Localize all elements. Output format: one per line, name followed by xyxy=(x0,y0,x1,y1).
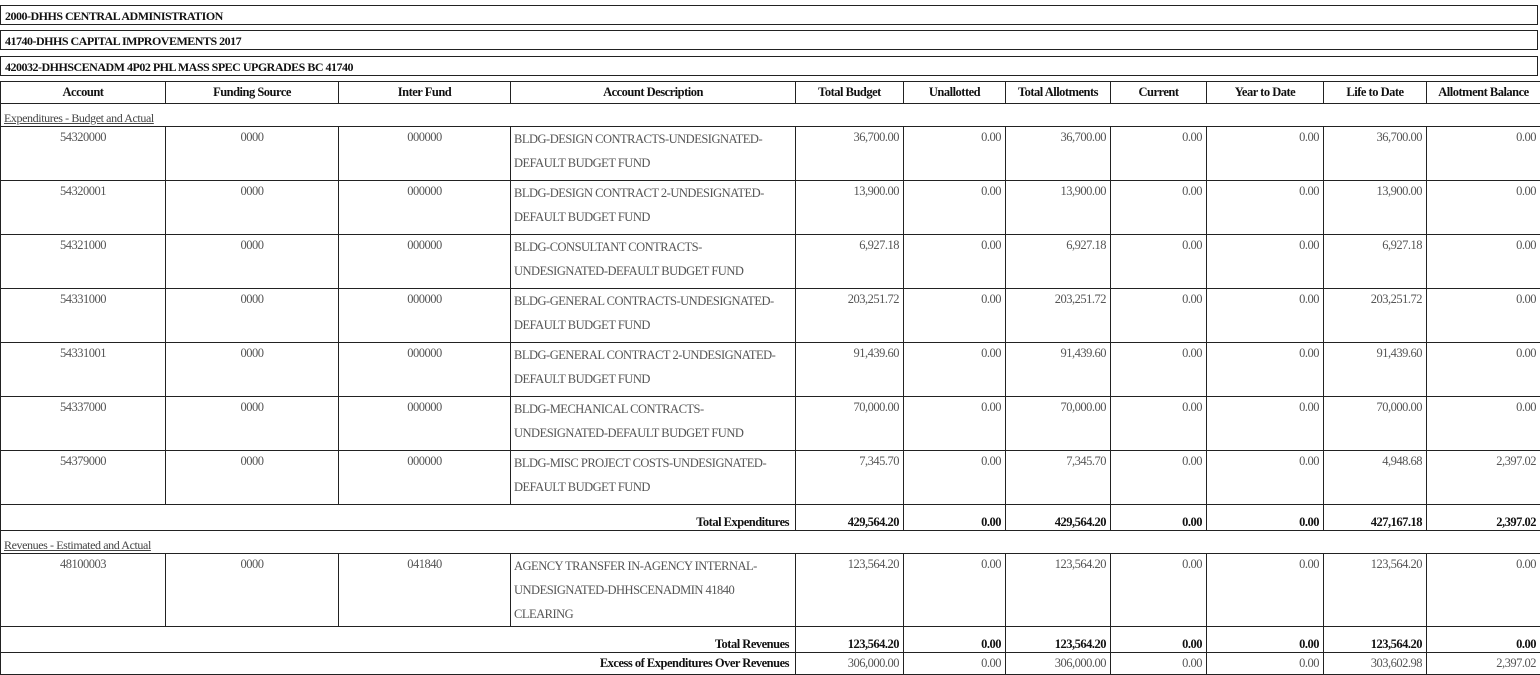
col-funding-source: Funding Source xyxy=(166,82,339,104)
total-current: 0.00 xyxy=(1111,627,1207,653)
total-budget-cell: 36,700.00 xyxy=(796,127,904,181)
section-revenues xyxy=(1,531,1540,554)
allotment-balance-cell: 0.00 xyxy=(1427,343,1540,397)
col-allotment-balance: Allotment Balance xyxy=(1427,82,1540,104)
year-to-date-cell: 0.00 xyxy=(1207,289,1324,343)
unallotted-cell: 0.00 xyxy=(904,451,1006,505)
excess-row xyxy=(1,653,1540,675)
excess-ytd: 0.00 xyxy=(1207,653,1324,675)
table-body xyxy=(1,104,1540,675)
total-allotments-cell: 7,345.70 xyxy=(1006,451,1111,505)
inter-fund-cell: 000000 xyxy=(339,451,511,505)
section-label: Revenues - Estimated and Actual xyxy=(1,531,1540,554)
excess-balance: 2,397.02 xyxy=(1427,653,1540,675)
project-header: 420032-DHHSCENADM 4P02 PHL MASS SPEC UPGRADES BC 41740 xyxy=(0,56,1538,76)
current-cell: 0.00 xyxy=(1111,343,1207,397)
total-allotments-cell: 70,000.00 xyxy=(1006,397,1111,451)
col-account: Account xyxy=(1,82,166,104)
year-to-date-cell: 0.00 xyxy=(1207,235,1324,289)
total-allotments: 429,564.20 xyxy=(1006,505,1111,531)
total-budget-cell: 91,439.60 xyxy=(796,343,904,397)
total-current: 0.00 xyxy=(1111,505,1207,531)
current-cell: 0.00 xyxy=(1111,451,1207,505)
year-to-date-cell: 0.00 xyxy=(1207,181,1324,235)
year-to-date-cell: 0.00 xyxy=(1207,343,1324,397)
funding-source-cell: 0000 xyxy=(166,451,339,505)
current-cell: 0.00 xyxy=(1111,397,1207,451)
col-unallotted: Unallotted xyxy=(904,82,1006,104)
inter-fund-cell: 041840 xyxy=(339,554,511,627)
total-budget-cell: 203,251.72 xyxy=(796,289,904,343)
description-cell: BLDG-DESIGN CONTRACTS-UNDESIGNATED-DEFAULT BUDGET FUND xyxy=(511,127,796,181)
total-budget-cell: 6,927.18 xyxy=(796,235,904,289)
total-allotments-cell: 123,564.20 xyxy=(1006,554,1111,627)
account-cell: 48100003 xyxy=(1,554,166,627)
description-cell: BLDG-MECHANICAL CONTRACTS-UNDESIGNATED-DEFAULT BUDGET FUND xyxy=(511,397,796,451)
total-allotments-cell: 13,900.00 xyxy=(1006,181,1111,235)
table-row xyxy=(1,235,1540,289)
total-budget-cell: 13,900.00 xyxy=(796,181,904,235)
total-balance: 0.00 xyxy=(1427,627,1540,653)
col-inter-fund: Inter Fund xyxy=(339,82,511,104)
unallotted-cell: 0.00 xyxy=(904,289,1006,343)
col-total-budget: Total Budget xyxy=(796,82,904,104)
inter-fund-cell: 000000 xyxy=(339,127,511,181)
table-row xyxy=(1,343,1540,397)
total-ltd: 123,564.20 xyxy=(1324,627,1427,653)
life-to-date-cell: 123,564.20 xyxy=(1324,554,1427,627)
table-row xyxy=(1,127,1540,181)
total-budget-cell: 70,000.00 xyxy=(796,397,904,451)
table-row xyxy=(1,451,1540,505)
year-to-date-cell: 0.00 xyxy=(1207,127,1324,181)
total-balance: 2,397.02 xyxy=(1427,505,1540,531)
column-header-row xyxy=(1,82,1540,104)
inter-fund-cell: 000000 xyxy=(339,343,511,397)
allotment-balance-cell: 0.00 xyxy=(1427,181,1540,235)
account-cell: 54331001 xyxy=(1,343,166,397)
total-label: Total Revenues xyxy=(1,627,796,653)
account-cell: 54320001 xyxy=(1,181,166,235)
table-row xyxy=(1,554,1540,627)
account-cell: 54331000 xyxy=(1,289,166,343)
total-allotments-cell: 6,927.18 xyxy=(1006,235,1111,289)
current-cell: 0.00 xyxy=(1111,235,1207,289)
description-cell: BLDG-DESIGN CONTRACT 2-UNDESIGNATED-DEFAULT BUDGET FUND xyxy=(511,181,796,235)
col-total-allotments: Total Allotments xyxy=(1006,82,1111,104)
life-to-date-cell: 36,700.00 xyxy=(1324,127,1427,181)
total-allotments-cell: 36,700.00 xyxy=(1006,127,1111,181)
life-to-date-cell: 13,900.00 xyxy=(1324,181,1427,235)
budget-table xyxy=(0,81,1540,675)
funding-source-cell: 0000 xyxy=(166,127,339,181)
table-row xyxy=(1,397,1540,451)
inter-fund-cell: 000000 xyxy=(339,397,511,451)
allotment-balance-cell: 2,397.02 xyxy=(1427,451,1540,505)
life-to-date-cell: 4,948.68 xyxy=(1324,451,1427,505)
funding-source-cell: 0000 xyxy=(166,554,339,627)
total-budget-cell: 123,564.20 xyxy=(796,554,904,627)
total-expenditures-row xyxy=(1,505,1540,531)
total-ltd: 427,167.18 xyxy=(1324,505,1427,531)
current-cell: 0.00 xyxy=(1111,127,1207,181)
funding-source-cell: 0000 xyxy=(166,235,339,289)
fund-header: 41740-DHHS CAPITAL IMPROVEMENTS 2017 xyxy=(0,30,1538,50)
inter-fund-cell: 000000 xyxy=(339,235,511,289)
funding-source-cell: 0000 xyxy=(166,343,339,397)
total-ytd: 0.00 xyxy=(1207,627,1324,653)
unallotted-cell: 0.00 xyxy=(904,554,1006,627)
total-budget: 429,564.20 xyxy=(796,505,904,531)
life-to-date-cell: 91,439.60 xyxy=(1324,343,1427,397)
allotment-balance-cell: 0.00 xyxy=(1427,127,1540,181)
year-to-date-cell: 0.00 xyxy=(1207,397,1324,451)
allotment-balance-cell: 0.00 xyxy=(1427,397,1540,451)
account-cell: 54321000 xyxy=(1,235,166,289)
account-cell: 54320000 xyxy=(1,127,166,181)
total-budget-cell: 7,345.70 xyxy=(796,451,904,505)
current-cell: 0.00 xyxy=(1111,289,1207,343)
unallotted-cell: 0.00 xyxy=(904,127,1006,181)
col-current: Current xyxy=(1111,82,1207,104)
total-budget: 123,564.20 xyxy=(796,627,904,653)
allotment-balance-cell: 0.00 xyxy=(1427,235,1540,289)
excess-budget: 306,000.00 xyxy=(796,653,904,675)
description-cell: BLDG-MISC PROJECT COSTS-UNDESIGNATED-DEFAULT BUDGET FUND xyxy=(511,451,796,505)
total-ytd: 0.00 xyxy=(1207,505,1324,531)
inter-fund-cell: 000000 xyxy=(339,181,511,235)
life-to-date-cell: 70,000.00 xyxy=(1324,397,1427,451)
account-cell: 54379000 xyxy=(1,451,166,505)
unallotted-cell: 0.00 xyxy=(904,235,1006,289)
total-label: Total Expenditures xyxy=(1,505,796,531)
excess-allotments: 306,000.00 xyxy=(1006,653,1111,675)
allotment-balance-cell: 0.00 xyxy=(1427,554,1540,627)
table-row xyxy=(1,181,1540,235)
total-allotments-cell: 91,439.60 xyxy=(1006,343,1111,397)
section-expenditures xyxy=(1,104,1540,127)
description-cell: BLDG-CONSULTANT CONTRACTS-UNDESIGNATED-DEFAULT BUDGET FUND xyxy=(511,235,796,289)
col-account-description: Account Description xyxy=(511,82,796,104)
col-life-to-date: Life to Date xyxy=(1324,82,1427,104)
total-unallotted: 0.00 xyxy=(904,627,1006,653)
funding-source-cell: 0000 xyxy=(166,289,339,343)
excess-unallotted: 0.00 xyxy=(904,653,1006,675)
excess-current: 0.00 xyxy=(1111,653,1207,675)
allotment-balance-cell: 0.00 xyxy=(1427,289,1540,343)
unallotted-cell: 0.00 xyxy=(904,397,1006,451)
year-to-date-cell: 0.00 xyxy=(1207,451,1324,505)
description-cell: AGENCY TRANSFER IN-AGENCY INTERNAL-UNDESIGNATED-DHHSCENADMIN 41840 CLEARING xyxy=(511,554,796,627)
funding-source-cell: 0000 xyxy=(166,397,339,451)
section-label: Expenditures - Budget and Actual xyxy=(1,104,1540,127)
life-to-date-cell: 6,927.18 xyxy=(1324,235,1427,289)
total-unallotted: 0.00 xyxy=(904,505,1006,531)
unallotted-cell: 0.00 xyxy=(904,343,1006,397)
unallotted-cell: 0.00 xyxy=(904,181,1006,235)
description-cell: BLDG-GENERAL CONTRACTS-UNDESIGNATED-DEFAULT BUDGET FUND xyxy=(511,289,796,343)
description-cell: BLDG-GENERAL CONTRACT 2-UNDESIGNATED-DEFAULT BUDGET FUND xyxy=(511,343,796,397)
life-to-date-cell: 203,251.72 xyxy=(1324,289,1427,343)
table-row xyxy=(1,289,1540,343)
funding-source-cell: 0000 xyxy=(166,181,339,235)
excess-ltd: 303,602.98 xyxy=(1324,653,1427,675)
current-cell: 0.00 xyxy=(1111,554,1207,627)
total-allotments: 123,564.20 xyxy=(1006,627,1111,653)
total-allotments-cell: 203,251.72 xyxy=(1006,289,1111,343)
current-cell: 0.00 xyxy=(1111,181,1207,235)
excess-label: Excess of Expenditures Over Revenues xyxy=(1,653,796,675)
col-year-to-date: Year to Date xyxy=(1207,82,1324,104)
year-to-date-cell: 0.00 xyxy=(1207,554,1324,627)
account-cell: 54337000 xyxy=(1,397,166,451)
department-header: 2000-DHHS CENTRAL ADMINISTRATION xyxy=(0,5,1538,25)
inter-fund-cell: 000000 xyxy=(339,289,511,343)
